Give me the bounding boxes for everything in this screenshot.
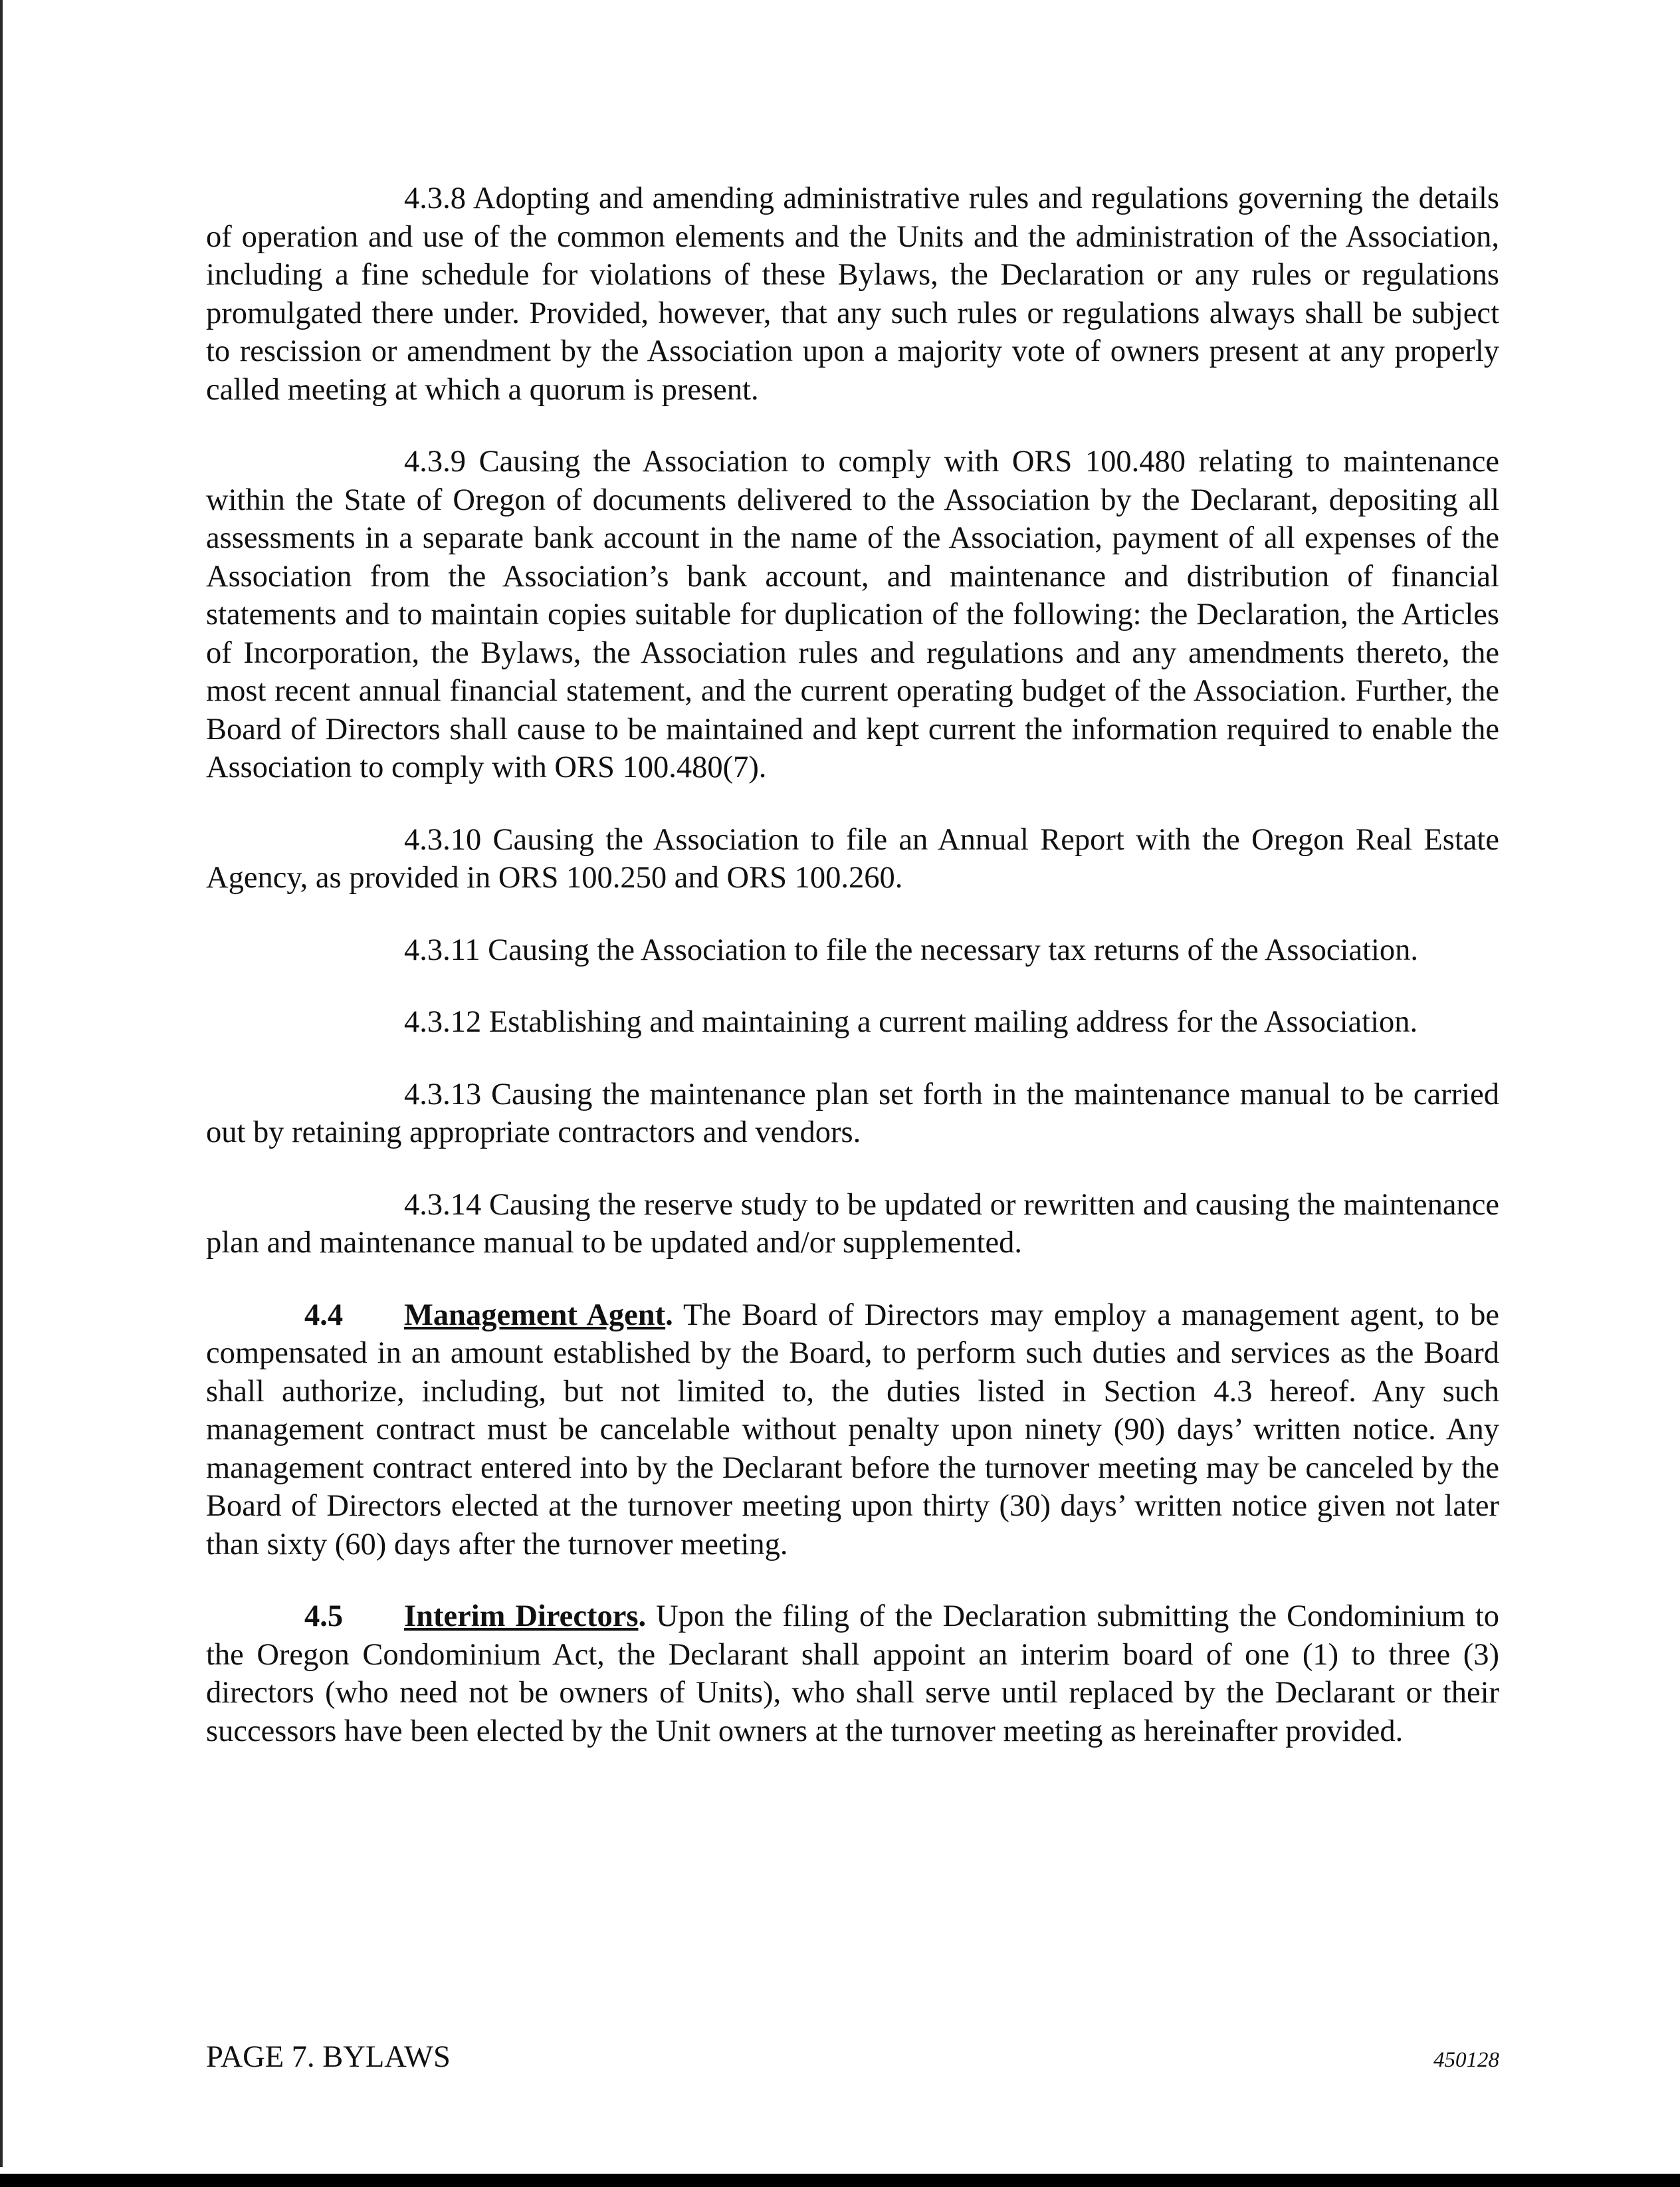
section-4-5: 4.5 Interim Directors. Upon the filing of the Declaration submitting the Condominium to the Oregon Condominium Act, the Declarant shall appoint an interim board of one (1) to three (3) directors (who need not be owners of Units), who shall serve until replaced by the Declarant or their successors have been elected by the Unit owners at the turnover meeting as hereinafter provided. [206, 1597, 1499, 1750]
scan-edge-bottom [0, 2174, 1680, 2187]
paragraph-4-3-8: 4.3.8 Adopting and amending administrative rules and regulations governing the details of operation and use of the common elements and the Units and the administration of the Association, including a fine schedule for violations of these Bylaws, the Declaration or any rules or regulations promulgated there under. Provided, however, that any such rules or regulations always shall be subject to rescission or amendment by the Association upon a majority vote of owners present at any properly called meeting at which a quorum is present. [206, 181, 1499, 407]
section-title: Management Agent [404, 1298, 666, 1332]
section-text: The Board of Directors may employ a management agent, to be compensated in an amount established by the Board, to perform such duties and services as the Board shall authorize, including, but not limited to, the duties listed in Section 4.3 hereof. Any such management contract must be cancelable without penalty upon ninety (90) days’ written notice. Any management contract entered into by the Declarant before the turnover meeting may be canceled by the Board of Directors elected at the turnover meeting upon thirty (30) days’ written notice given not later than sixty (60) days after the turnover meeting. [206, 1298, 1499, 1561]
section-4-4: 4.4 Management Agent. The Board of Directors may employ a management agent, to be compensated in an amount established by the Board, to perform such duties and services as the Board shall authorize, including, but not limited to, the duties listed in Section 4.3 hereof. Any such management contract must be cancelable without penalty upon ninety (90) days’ written notice. Any management contract entered into by the Declarant before the turnover meeting may be canceled by the Board of Directors elected at the turnover meeting upon thirty (30) days’ written notice given not later than sixty (60) days after the turnover meeting. [206, 1296, 1499, 1564]
page-label: PAGE 7. BYLAWS [206, 2040, 451, 2074]
document-body [206, 179, 1499, 1784]
paragraph-4-3-10: 4.3.10 Causing the Association to file an Annual Report with the Oregon Real Estate Agency, as provided in ORS 100.250 and ORS 100.260. [206, 822, 1499, 895]
paragraph-4-3-12: 4.3.12 Establishing and maintaining a current mailing address for the Association. [404, 1005, 1418, 1039]
paragraph-4-3-9: 4.3.9 Causing the Association to comply with ORS 100.480 relating to maintenance within the State of Oregon of documents delivered to the Association by the Declarant, depositing all assessments in a separate bank account in the name of the Association, payment of all expenses of the Association from the Association’s bank account, and maintenance and distribution of financial statements and to maintain copies suitable for duplication of the following: the Declaration, the Articles of Incorporation, the Bylaws, the Association rules and regulations and any amendments thereto, the most recent annual financial statement, and the current operating budget of the Association. Further, the Board of Directors shall cause to be maintained and kept current the information required to enable the Association to comply with ORS 100.480(7). [206, 445, 1499, 784]
paragraph-4-3-11: 4.3.11 Causing the Association to file the necessary tax returns of the Association. [404, 933, 1419, 967]
paragraph-4-3-13: 4.3.13 Causing the maintenance plan set forth in the maintenance manual to be carried out by retaining appropriate contractors and vendors. [206, 1077, 1499, 1149]
page-footer [206, 2039, 1499, 2075]
section-number: 4.4 [304, 1298, 344, 1332]
paragraph-4-3-14: 4.3.14 Causing the reserve study to be updated or rewritten and causing the maintenance plan and maintenance manual to be updated and/or supplemented. [206, 1187, 1499, 1260]
section-title: Interim Directors [404, 1599, 639, 1633]
section-number: 4.5 [304, 1599, 344, 1633]
scan-edge-left [0, 0, 3, 2167]
section-text: Upon the filing of the Declaration submitting the Condominium to the Oregon Condominium Act, the Declarant shall appoint an interim board of one (1) to three (3) directors (who need not be owners of Units), who shall serve until replaced by the Declarant or their successors have been elected by the Unit owners at the turnover meeting as hereinafter provided. [206, 1599, 1500, 1748]
document-id: 450128 [1433, 2048, 1499, 2072]
